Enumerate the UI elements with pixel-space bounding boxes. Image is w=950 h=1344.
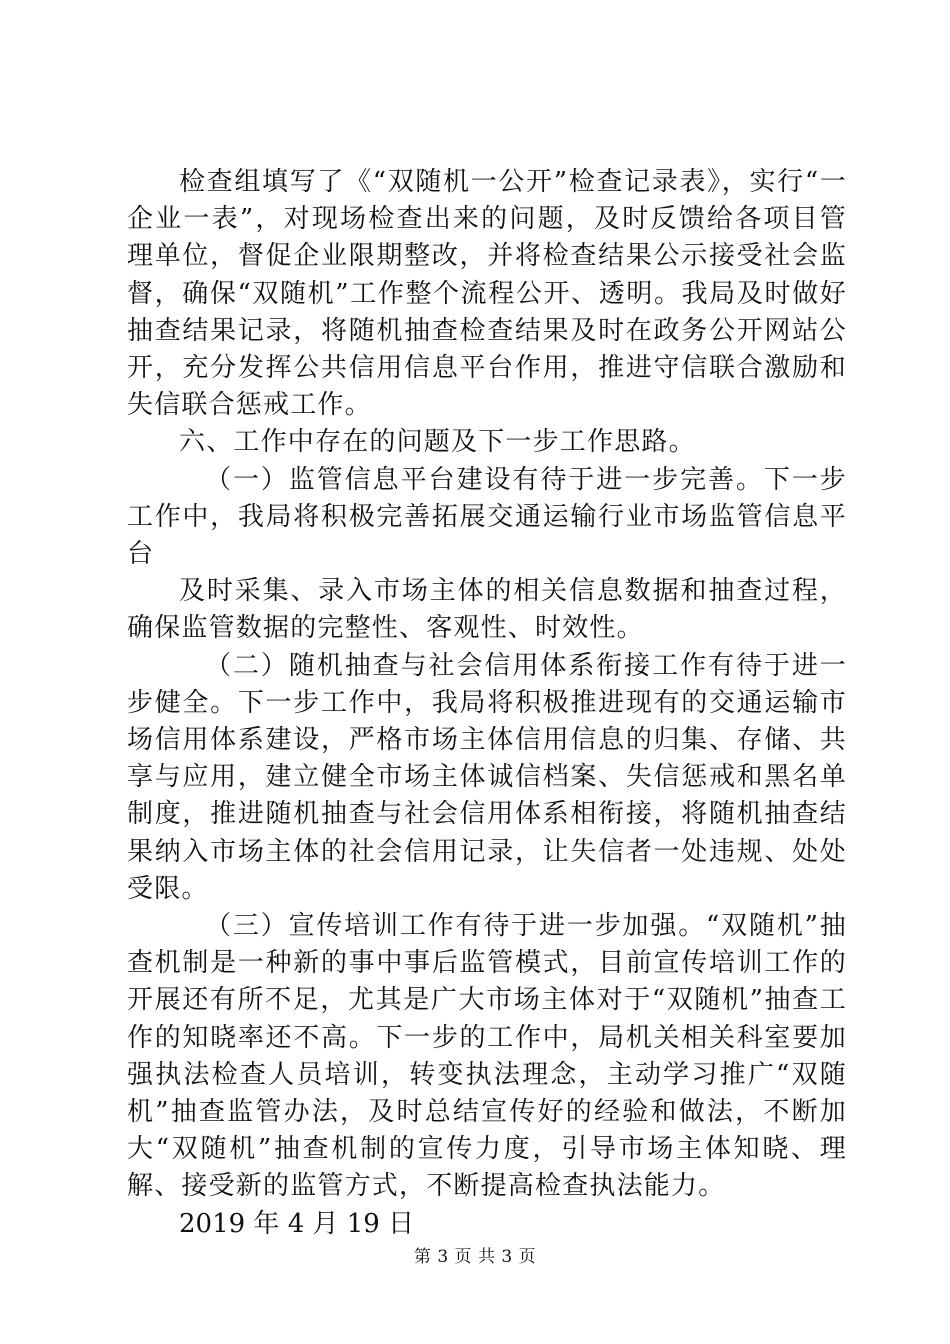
page-footer: 第 3 页 共 3 页: [413, 1247, 537, 1267]
paragraph-item-2: （二）随机抽查与社会信用体系衔接工作有待于进一步健全。下一步工作中，我局将积极推进现有的交通运输市场信用体系建设，严格市场主体信用信息的归集、存储、共享与应用，建立健全市场主体诚信档案、失信惩戒和黑名单制度，推进随机抽查与社会信用体系相衔接，将随机抽查结果纳入市场主体的社会信用记录，让失信者一处违规、处处受限。: [127, 650, 847, 904]
paragraph-item-3: （三）宣传培训工作有待于进一步加强。“双随机”抽查机制是一种新的事中事后监管模式，目前宣传培训工作的开展还有所不足，尤其是广大市场主体对于“双随机”抽查工作的知晓率还不高。下一步的工作中，局机关相关科室要加强执法检查人员培训，转变执法理念，主动学习推广“双随机”抽查监管办法，及时总结宣传好的经验和做法，不断加大“双随机”抽查机制的宣传力度，引导市场主体知晓、理解、接受新的监管方式，不断提高检查执法能力。: [127, 911, 847, 1202]
document-date: 2019 年 4 月 19 日: [179, 1208, 415, 1239]
paragraph-item-1-continued: 及时采集、录入市场主体的相关信息数据和抽查过程，确保监管数据的完整性、客观性、时效性。: [127, 576, 847, 644]
section-heading-problems: 六、工作中存在的问题及下一步工作思路。: [179, 427, 696, 458]
paragraph-inspection-record: 检查组填写了《“双随机一公开”检查记录表》，实行“一企业一表”，对现场检查出来的问题，及时反馈给各项目管理单位，督促企业限期整改，并将检查结果公示接受社会监督，确保“双随机”工作整个流程公开、透明。我局及时做好抽查结果记录，将随机抽查检查结果及时在政务公开网站公开，充分发挥公共信用信息平台作用，推进守信联合激励和失信联合惩戒工作。: [127, 167, 847, 421]
paragraph-item-1: （一）监管信息平台建设有待于进一步完善。下一步工作中，我局将积极完善拓展交通运输行业市场监管信息平台: [127, 464, 847, 570]
document-body: [127, 164, 847, 1243]
